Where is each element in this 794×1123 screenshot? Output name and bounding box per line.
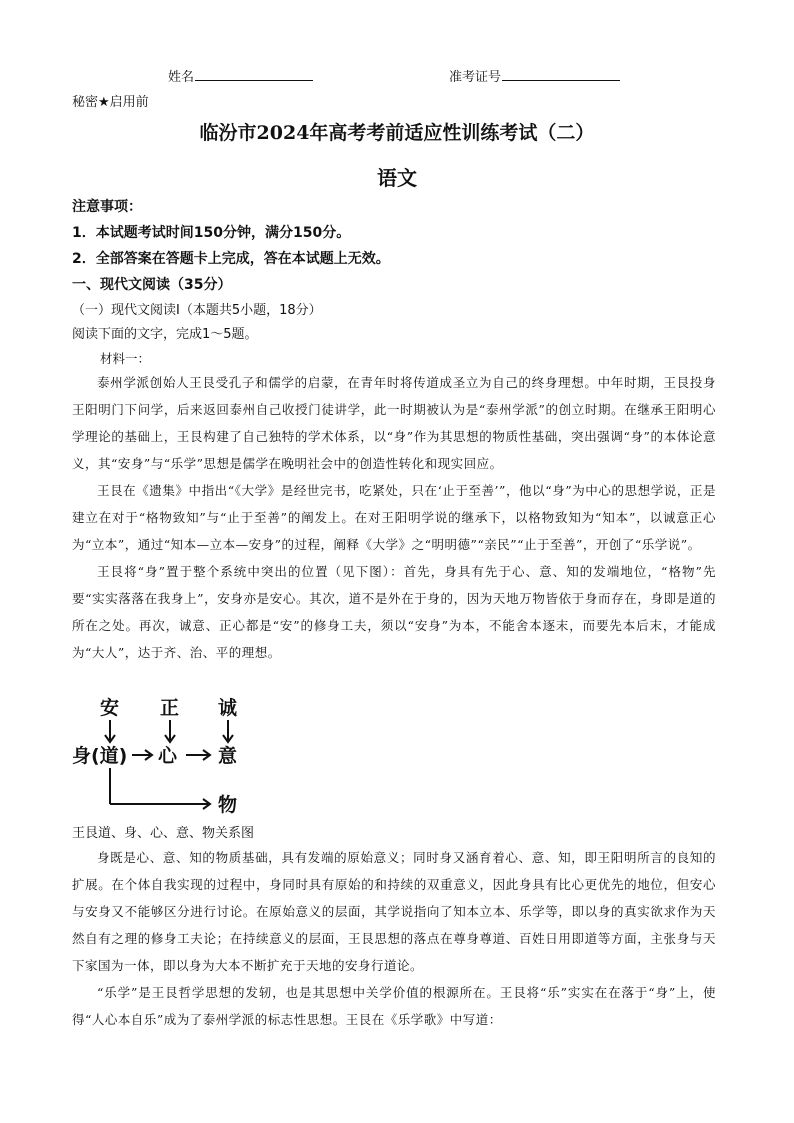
notice-item-2: 2．全部答案在答题卡上完成，答在本试题上无效。 — [72, 251, 390, 267]
diagram-label-zheng: 正 — [160, 697, 180, 719]
figure-caption: 王艮道、身、心、意、物关系图 — [72, 826, 255, 841]
diagram-label-shen: 身(道) — [72, 745, 128, 767]
paragraph: 身既是心、意、知的物质基础，具有发端的原始意义；同时身又涵育着心、意、知，即王阳明所言的良知的扩展。在个体自我实现的过程中，身同时具有原始的和持续的双重意义，因此身具有比心更优先的地位，但安心与安身又不能够区分进行讨论。在原始意义的层面，其学说指向了知本立本、乐学等，即以身的真实欲求作为天然自有之理的修身工夫论；在持续意义的层面，王艮思想的落点在尊身尊道、百姓日用即道等方面，主张身与天下家国为一体，即以身为大本不断扩充于天地的安身行道论。 — [72, 850, 716, 973]
paragraph: “乐学”是王艮哲学思想的发轫，也是其思想中关学价值的根源所在。王艮将“乐”实实在在落于“身”上，使得“人心本自乐”成为了泰州学派的标志性思想。王艮在《乐学歌》中写道： — [72, 985, 716, 1027]
notice-heading: 注意事项： — [72, 199, 142, 215]
paragraph: 王艮在《遗集》中指出“《大学》是经世完书，吃紧处，只在‘止于至善’”，他以“身”为中心的思想学说，正是建立在对于“格物致知”与“止于至善”的阐发上。在对王阳明学说的继承下，以格物致知为“知本”，以诚意正心为“立本”，通过“知本—立本—安身”的过程，阐释《大学》之“明明德”“亲民”“止于至善”，开创了“乐学说”。 — [72, 483, 716, 552]
paragraph: 王艮将“身”置于整个系统中突出的位置（见下图）：首先，身具有先于心、意、知的发端地位，“格物”先要“实实落落在我身上”，安身亦是安心。其次，道不是外在于身的，因为天地万物皆依于身而存在，身即是道的所在之处。再次，诚意、正心都是“安”的修身工夫，须以“安身”为本，不能舍本逐末，而要先本后末，才能成为“大人”，达于齐、治、平的理想。 — [72, 564, 716, 660]
subject-title: 语文 — [377, 166, 417, 190]
id-label: 准考证号 — [449, 70, 502, 85]
reading-instruction: 阅读下面的文字，完成1～5题。 — [72, 327, 258, 342]
notice-item-1: 1．本试题考试时间150分钟，满分150分。 — [72, 225, 351, 241]
name-label: 姓名 — [168, 70, 195, 85]
paragraph: 泰州学派创始人王艮受孔子和儒学的启蒙，在青年时将传道成圣立为自己的终身理想。中年时期，王艮投身王阳明门下问学，后来返回泰州自己收授门徒讲学，此一时期被认为是“泰州学派”的创立时期。在继承王阳明心学理论的基础上，王艮构建了自己独特的学术体系，以“身”作为其思想的物质性基础，突出强调“身”的本体论意义，其“安身”与“乐学”思想是儒学在晚明社会中的创造性转化和现实回应。 — [72, 375, 716, 471]
diagram-label-xin: 心 — [158, 745, 178, 767]
name-blank — [195, 68, 313, 81]
secret-mark: 秘密★启用前 — [72, 95, 149, 110]
material-label: 材料一： — [100, 351, 151, 366]
diagram-label-an: 安 — [100, 697, 120, 719]
relation-diagram — [72, 692, 250, 822]
id-blank — [502, 68, 620, 81]
diagram-label-cheng: 诚 — [218, 697, 238, 719]
exam-title: 临汾市2024年高考考前适应性训练考试（二） — [199, 122, 595, 144]
name-field — [168, 66, 313, 85]
id-field — [449, 66, 620, 85]
diagram-label-yi: 意 — [218, 745, 238, 767]
passage-bottom — [72, 844, 716, 1033]
passage-top — [72, 369, 716, 666]
diagram-label-wu: 物 — [218, 794, 238, 816]
section-title: 一、现代文阅读（35分） — [72, 277, 232, 293]
section-subtitle: （一）现代文阅读Ⅰ（本题共5小题，18分） — [72, 303, 322, 318]
